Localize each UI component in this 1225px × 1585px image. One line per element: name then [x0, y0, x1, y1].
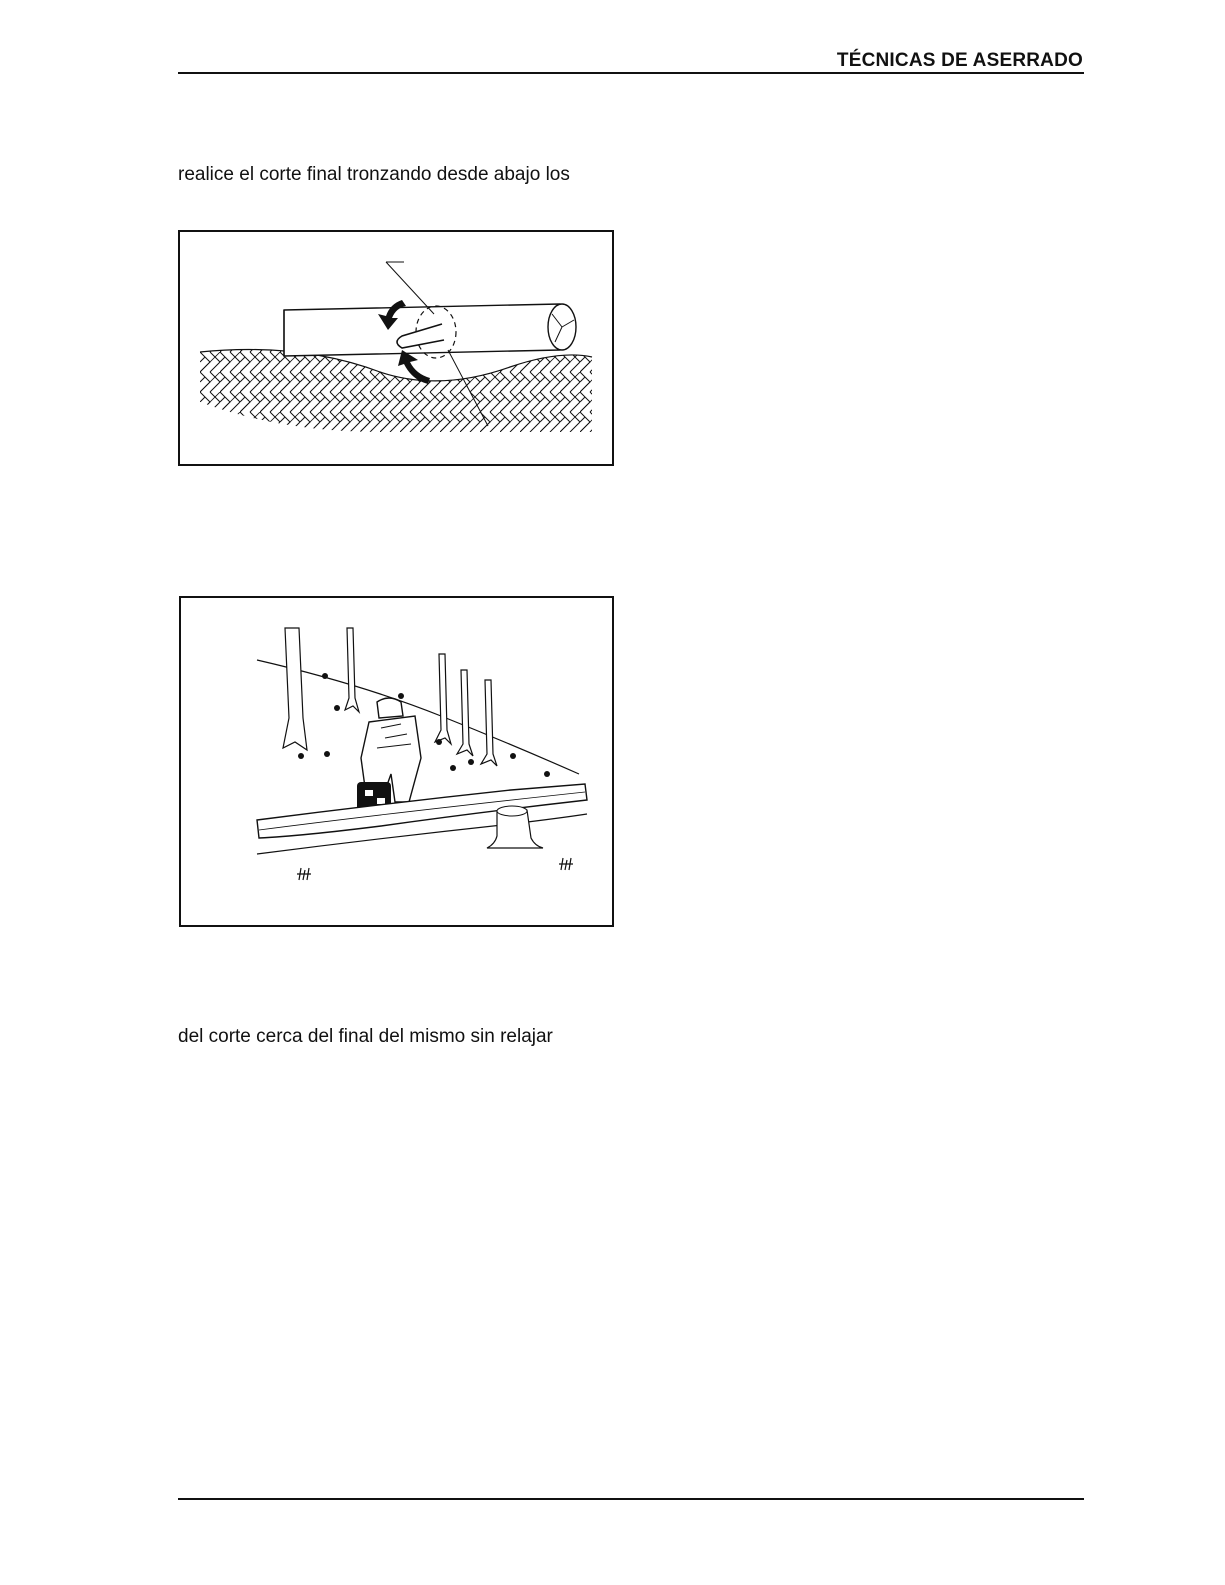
page-header-title: TÉCNICAS DE ASERRADO — [836, 50, 1083, 71]
body-text-line-2: del corte cerca del final del mismo sin relajar — [178, 1026, 553, 1047]
header-rule — [178, 72, 1084, 74]
figure-log-bucking — [178, 230, 614, 466]
footer-rule — [178, 1498, 1084, 1500]
log-bucking-diagram-icon — [180, 232, 612, 464]
body-text-line-1: realice el corte final tronzando desde abajo los — [178, 164, 570, 185]
worker-cutting-log-illustration-icon — [181, 598, 612, 925]
figure-worker-cutting — [179, 596, 614, 927]
